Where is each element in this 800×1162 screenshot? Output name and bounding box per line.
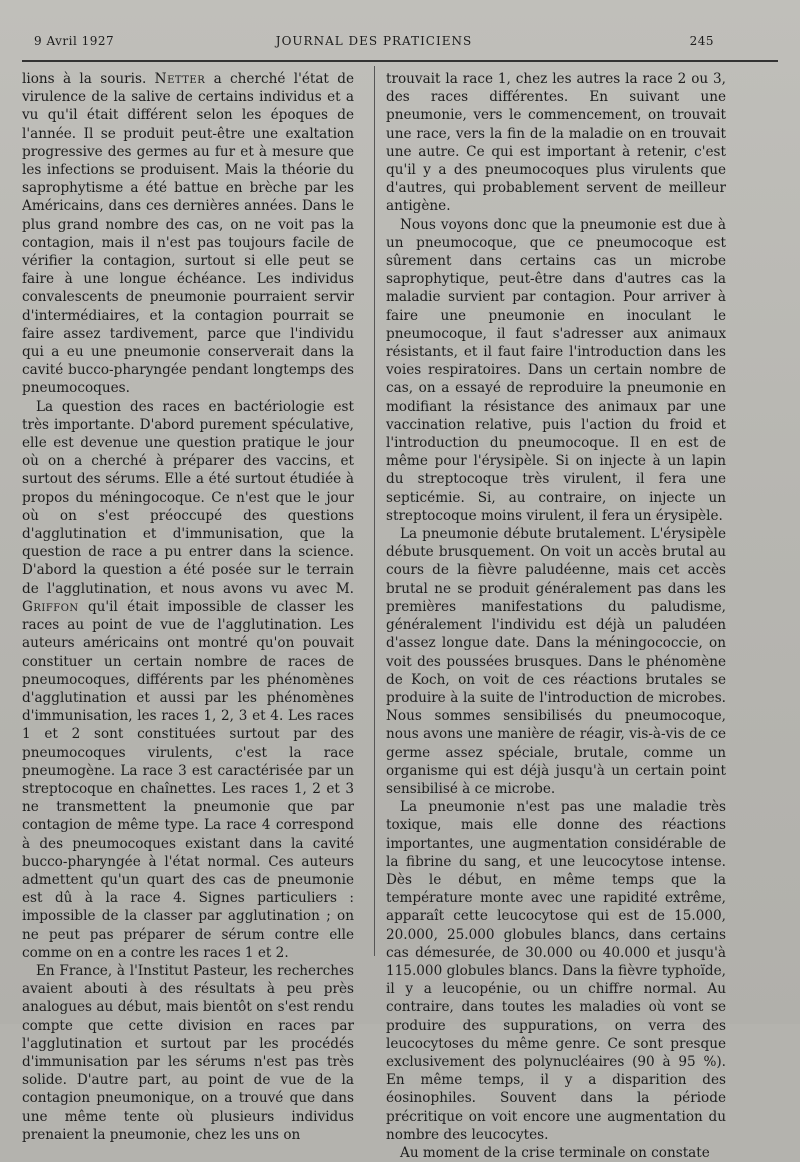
header-journal-title: JOURNAL DES PRATICIENS: [275, 34, 473, 48]
left-p2-rest: qu'il était impossible de classer les races au point de vue de l'agglutination. Les auteurs américains ont montré qu'on pouvait constituer un certain nombre de races de pneumocoques, différents par les phénomènes d'agglutination et aussi par les phénomènes d'immunisation, les races 1, 2, 3 et 4. Les races 1 et 2 sont constituées surtout par des pneumocoques virulents, c'est la race pneumogène. La race 3 est caractérisée par un streptocoque en chaînettes. Les races 1, 2 et 3 ne transmettent la pneumonie que par contagion de même type. La race 4 correspond à des pneumocoques existant dans la cavité bucco-pharyngée à l'état normal. Ces auteurs admettent qu'un quart des cas de pneumonie est dû à la race 4. Signes particuliers : impossible de la classer par agglutination ; on ne peut pas préparer de sérum contre elle comme on en a contre les races 1 et 2.: [22, 598, 354, 961]
left-p2-start: La question des races en bactériologie est très importante. D'abord purement spéculative, elle est devenue une question pratique le jour où on a cherché à préparer des vaccins, et surtout des sérums. Elle a été surtout étudiée à propos du méningocoque. Ce n'est que le jour où on s'est préoccupé des questions d'agglutination et d'immunisation, que la question de race a pu entrer dans la science. D'abord la question a été posée sur le terrain de l'agglutination, et nous avons vu avec M.: [22, 398, 354, 597]
left-paragraph-2: [22, 398, 354, 962]
right-paragraph-4: La pneumonie n'est pas une maladie très toxique, mais elle donne des réactions importantes, une augmentation considérable de la fibrine du sang, et une leucocytose intense. Dès le début, en même temps que la température monte avec une rapidité extrême, apparaît cette leucocytose qui est de 15.000, 20.000, 25.000 globules blancs, dans certains cas démesurée, de 30.000 ou 40.000 et jusqu'à 115.000 globules blancs. Dans la fièvre typhoïde, il y a leucopénie, ou un chiffre normal. Au contraire, dans toutes les maladies où vont se produire des suppurations, on verra des leucocytoses du même genre. Ce sont presque exclusivement des polynucléaires (90 à 95 %). En même temps, il y a disparition des éosinophiles. Souvent dans la période précritique on voit encore une augmentation du nombre des leucocytes.: [386, 799, 726, 1143]
column-divider: [374, 66, 375, 956]
author-netter: Netter: [154, 71, 206, 87]
left-p1-rest: a cherché l'état de virulence de la salive de certains individus et a vu qu'il était différent selon les époques de l'année. Il se produit peut-être une exaltation progressive des germes au fur et à mesure que les infections se produisent. Mais la théorie du saprophytisme a été battue en brèche par les Américains, dans ces dernières années. Dans le plus grand nombre des cas, on ne voit pas la contagion, mais il n'est pas toujours facile de vérifier la contagion, surtout si elle peut se faire à une longue échéance. Les individus convalescents de pneumonie pourraient servir d'intermédiaires, et la contagion pourrait se faire assez tardivement, parce que l'individu qui a eu une pneumonie conserverait dans la cavité bucco-pharyngée pendant longtemps des pneumocoques.: [22, 71, 355, 397]
header-page-number: 245: [689, 34, 714, 48]
right-paragraph-1: trouvait la race 1, chez les autres la race 2 ou 3, des races différentes. En suivant une pneumonie, vers le commencement, on trouvait une race, vers la fin de la maladie on en trouvait une autre. Ce qui est important à retenir, c'est qu'il y a des pneumocoques plus virulents que d'autres, qui probablement servent de meilleur antigène.: [386, 71, 726, 215]
left-column: [22, 70, 354, 1144]
right-paragraph-5: Au moment de la crise terminale on constate: [400, 1144, 710, 1161]
left-p1-start: lions à la souris.: [22, 71, 155, 87]
page-header: [34, 34, 714, 56]
right-column: [386, 70, 726, 1162]
left-paragraph-3: En France, à l'Institut Pasteur, les recherches avaient abouti à des résultats à peu près analogues au début, mais bientôt on s'est rendu compte que cette division en races par l'agglutination et surtout par les procédés d'immunisation par les sérums n'est pas très solide. D'autre part, au point de vue de la contagion pneumonique, on a trouvé que dans une même tente où plusieurs individus prenaient la pneumonie, chez les uns on: [22, 962, 354, 1143]
header-rule: [22, 60, 778, 62]
right-paragraph-3: La pneumonie débute brutalement. L'érysipèle débute brusquement. On voit un accès brutal au cours de la fièvre paludéenne, mais cet accès brutal ne se produit généralement pas dans les premières manifestations du paludisme, généralement l'individu est déjà un paludéen d'assez longue date. Dans la méningococcie, on voit des poussées brusques. Dans le phénomène de Koch, on voit de ces réactions brutales se produire à la suite de l'introduction de microbes. Nous sommes sensibilisés du pneumocoque, nous avons une manière de réagir, vis-à-vis de ce germe assez spéciale, brutale, comme un organisme qui est déjà jusqu'à un certain point sensibilisé à ce microbe.: [386, 526, 726, 797]
header-date: 9 Avril 1927: [34, 34, 115, 48]
author-griffon: Griffon: [22, 598, 79, 615]
right-paragraph-2: Nous voyons donc que la pneumonie est due à un pneumocoque, que ce pneumocoque est sûrement dans certains cas un microbe saprophytique, peut-être dans d'autres cas la maladie survient par contagion. Pour arriver à faire une pneumonie en inoculant le pneumocoque, il faut s'adresser aux animaux résistants, et il faut faire l'introduction dans les voies respiratoires. Dans un certain nombre de cas, on a essayé de reproduire la pneumonie en modifiant la résistance des animaux par une vaccination relative, puis l'action du froid et l'introduction du pneumocoque. Il en est de même pour l'érysipèle. Si on injecte à un lapin du streptocoque très virulent, il fera une septicémie. Si, au contraire, on injecte un streptocoque moins virulent, il fera un érysipèle.: [386, 216, 726, 524]
left-paragraph-1: [22, 70, 354, 398]
